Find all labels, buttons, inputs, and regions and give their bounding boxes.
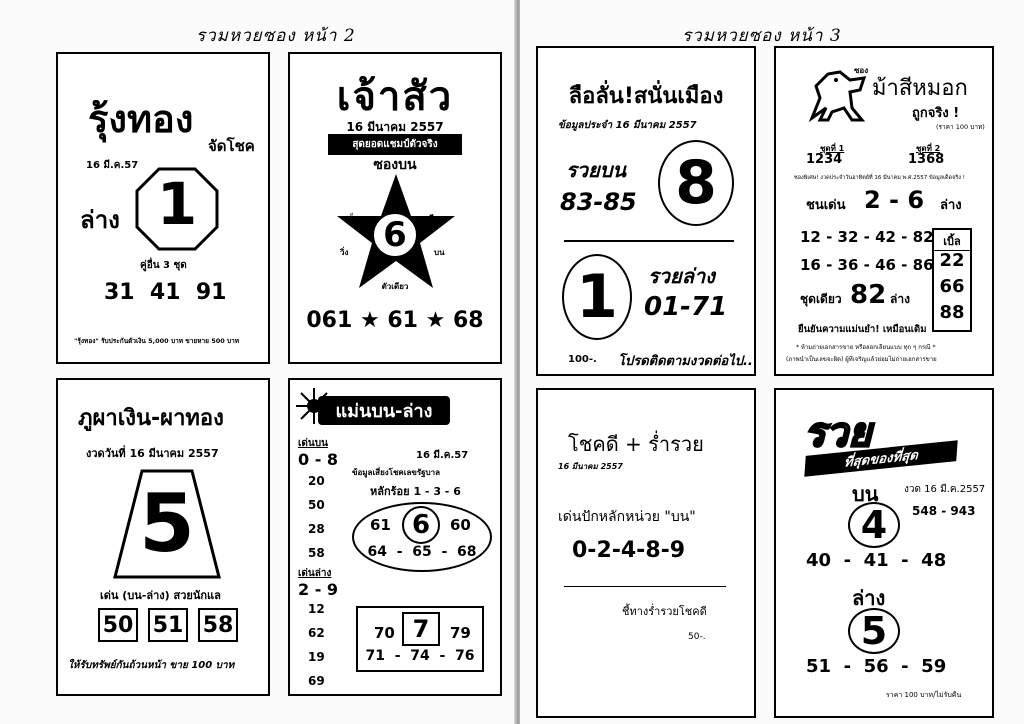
lang-range: 2 - 9 bbox=[298, 580, 339, 599]
ma-si-small-label: ซอง bbox=[854, 66, 869, 75]
ma-si-note1: * ห้ามถ่ายเอกสารขาย หรือลอกเลียนแบบ ทุก ๆ กรณี * bbox=[796, 344, 936, 351]
ruay-logo: รวย bbox=[804, 410, 872, 456]
divider bbox=[564, 586, 726, 587]
lue-lan-lang-pair: 01-71 bbox=[644, 292, 728, 322]
page-title: รวมหวยซอง หน้า 2 bbox=[196, 26, 356, 46]
lang-item: 19 bbox=[308, 650, 325, 664]
lue-lan-date: ข้อมูลประจำ 16 มีนาคม 2557 bbox=[558, 120, 697, 131]
chao-sua-result: 061 ★ 61 ★ 68 bbox=[306, 308, 484, 333]
chao-sua-star-title: ซองบน bbox=[373, 157, 417, 173]
oval-bottom: 64 - 65 - 68 bbox=[367, 544, 477, 560]
lue-lan-price: 100-. bbox=[568, 354, 597, 365]
bon-item: 20 bbox=[308, 474, 325, 488]
chao-sua-logo: เจ้าสัว bbox=[336, 74, 454, 120]
ma-si-set1-label: ชุดที่ 1 bbox=[820, 144, 845, 153]
ma-si-single-suffix: ล่าง bbox=[890, 292, 910, 306]
rung-thong-subtitle: จัดโชค bbox=[208, 137, 255, 155]
lue-lan-logo: ลือลั่น!สนั่นเมือง bbox=[568, 84, 724, 109]
ruay-bon-number: 4 bbox=[848, 502, 900, 548]
box-center: 7 bbox=[402, 612, 440, 646]
box-bottom: 71 - 74 - 76 bbox=[365, 648, 475, 664]
ma-si-dble-label: เบิ้ล bbox=[932, 232, 972, 251]
ma-si-bon-suffix: ล่าง bbox=[940, 198, 962, 213]
ma-si-info: ซองพิเศษ! งวดประจำวันอาทิตย์ที่ 16 มีนาคม พ.ศ.2557 ข้อมูลเด็ดจริง ! bbox=[794, 175, 965, 181]
ma-si-sublogo: ถูกจริง ! bbox=[912, 106, 960, 121]
chao-sua-date: 16 มีนาคม 2557 bbox=[346, 120, 444, 134]
rung-thong-panel bbox=[56, 52, 270, 364]
maen-bon-date: 16 มี.ค.57 bbox=[416, 450, 469, 461]
phu-pha-caption: เด่น (บน-ล่าง) สวยนักแล bbox=[100, 589, 221, 602]
phu-pha-panel bbox=[56, 378, 270, 696]
lue-lan-bon-label: รวยบน bbox=[566, 158, 627, 182]
lue-lan-bon-pair: 83-85 bbox=[560, 188, 637, 216]
oval-center: 6 bbox=[402, 506, 440, 544]
chok-di-footer: ชี้ทางร่ำรวยโชคดี bbox=[622, 605, 707, 618]
chok-di-price: 50-. bbox=[688, 632, 706, 642]
phu-pha-logo: ภูผาเงิน-ผาทอง bbox=[78, 406, 224, 431]
lang-item: 12 bbox=[308, 602, 325, 616]
rung-thong-pairs: 31 41 91 bbox=[104, 280, 227, 305]
chok-di-logo: โชคดี + ร่ำรวย bbox=[568, 432, 704, 456]
chok-di-panel bbox=[536, 388, 756, 718]
ma-si-panel bbox=[774, 46, 994, 376]
ruay-panel bbox=[774, 388, 994, 718]
lue-lan-lang-label: รวยล่าง bbox=[648, 264, 715, 288]
star-label-tl: เม็ด bbox=[346, 214, 360, 223]
lue-lan-footer: โปรดติดตามงวดต่อไป.. bbox=[618, 354, 753, 369]
ma-si-slogan: ยืนยันความแม่นยำ! เหมือนเดิม bbox=[798, 324, 927, 335]
maen-bon-info: ข้อมูลเสี่ยงโชคเลขรัฐบาล bbox=[352, 468, 441, 477]
phu-pha-footer: ให้รับทรัพย์กันถ้วนหน้า ขาย 100 บาท bbox=[68, 660, 235, 671]
lang-item: 69 bbox=[308, 674, 325, 688]
rung-thong-date: 16 มี.ค.57 bbox=[86, 160, 139, 171]
ma-si-row2: 16 - 36 - 46 - 86 bbox=[800, 256, 934, 274]
lue-lan-bon-number: 8 bbox=[658, 140, 734, 226]
oval-right: 60 bbox=[450, 516, 471, 534]
ma-si-dble-item: 88 bbox=[939, 302, 965, 323]
ruay-lang-number: 5 bbox=[848, 608, 900, 654]
ruay-bon-row: 40 - 41 - 48 bbox=[806, 550, 947, 571]
ruay-lang-row: 51 - 56 - 59 bbox=[806, 656, 947, 677]
ma-si-row1: 12 - 32 - 42 - 82 bbox=[800, 228, 934, 246]
ma-si-price: (ราคา 100 บาท) bbox=[936, 123, 985, 131]
bon-item: 58 bbox=[308, 546, 325, 560]
right-page bbox=[520, 0, 1024, 724]
rung-thong-pair-label: คู่อื่น 3 ชุด bbox=[140, 260, 187, 271]
ruay-banner: ที่สุดของที่สุด bbox=[804, 440, 957, 477]
chok-di-caption: เด่นปักหลักหน่วย "บน" bbox=[558, 509, 696, 525]
ruay-bon-label: บน bbox=[852, 482, 879, 506]
maen-bon-hundreds: หลักร้อย 1 - 3 - 6 bbox=[370, 485, 461, 498]
phu-pha-number: 5 bbox=[139, 477, 195, 570]
box-left: 70 bbox=[374, 624, 395, 642]
page-title: รวมหวยซอง หน้า 3 bbox=[682, 26, 842, 46]
box-right: 79 bbox=[450, 624, 471, 642]
ruay-bon-three: 548 - 943 bbox=[912, 504, 976, 518]
ma-si-bon-number: 2 - 6 bbox=[864, 186, 925, 214]
ma-si-set2: 1368 bbox=[908, 152, 945, 167]
chok-di-date: 16 มีนาคม 2557 bbox=[558, 462, 623, 471]
phu-pha-date: งวดวันที่ 16 มีนาคม 2557 bbox=[86, 447, 219, 460]
lue-lan-lang-number: 1 bbox=[562, 254, 632, 340]
bon-item: 50 bbox=[308, 498, 325, 512]
star-label-bottom: ตัวเดียว bbox=[381, 282, 409, 291]
ma-si-note2: (ภาพนำเป็นเลขจะผิด) ผู้ที่เจริญแล้วย่อมไม่ถ่ายเอกสารขาย bbox=[786, 356, 937, 363]
ma-si-set1: 1234 bbox=[806, 152, 843, 167]
rung-thong-number: 1 bbox=[156, 170, 198, 238]
lue-lan-panel bbox=[536, 46, 756, 376]
rung-thong-footer: "รุ้งทอง" รับประกันตัวเงิน 5,000 บาท ขายหาย 500 บาท bbox=[74, 337, 240, 345]
oval-left: 61 bbox=[370, 516, 391, 534]
bon-item: 28 bbox=[308, 522, 325, 536]
chao-sua-tag: สุดยอดแชมป์ตัวจริง bbox=[328, 134, 462, 155]
ma-si-single-label: ชุดเดียว bbox=[800, 292, 842, 306]
ruay-date: งวด 16 มี.ค.2557 bbox=[904, 484, 986, 495]
rung-thong-position: ล่าง bbox=[80, 206, 120, 234]
ma-si-logo: ม้าสีหมอก bbox=[872, 76, 968, 101]
divider bbox=[564, 240, 734, 242]
ma-si-single-number: 82 bbox=[850, 280, 887, 310]
phu-pha-box-2: 51 bbox=[148, 608, 188, 642]
ruay-lang-label: ล่าง bbox=[852, 586, 886, 610]
ma-si-dble-item: 22 bbox=[939, 250, 965, 271]
chao-sua-number: 6 bbox=[372, 212, 418, 258]
lang-label: เด่นล่าง bbox=[298, 568, 332, 579]
maen-bon-panel bbox=[288, 378, 502, 696]
ma-si-dble-item: 66 bbox=[939, 276, 965, 297]
chok-di-numbers: 0-2-4-8-9 bbox=[572, 538, 686, 563]
star-label-mr: บน bbox=[434, 248, 445, 257]
star-label-tr: เดียว bbox=[426, 214, 444, 223]
chao-sua-panel bbox=[288, 52, 502, 364]
ma-si-set2-label: ชุดที่ 2 bbox=[916, 144, 941, 153]
ma-si-bon-label: ชนเด่น bbox=[806, 198, 846, 213]
star-label-ml: วิ่ง bbox=[340, 248, 349, 257]
bon-range: 0 - 8 bbox=[298, 450, 339, 469]
ruay-footer: ราคา 100 บาท/ไม่รับคืน bbox=[886, 691, 962, 699]
bon-label: เด่นบน bbox=[298, 438, 328, 449]
maen-bon-logo: แม่นบน-ล่าง bbox=[318, 396, 450, 425]
rung-thong-logo: รุ้งทอง bbox=[88, 97, 194, 141]
lang-item: 62 bbox=[308, 626, 325, 640]
phu-pha-box-1: 50 bbox=[98, 608, 138, 642]
phu-pha-box-3: 58 bbox=[198, 608, 238, 642]
